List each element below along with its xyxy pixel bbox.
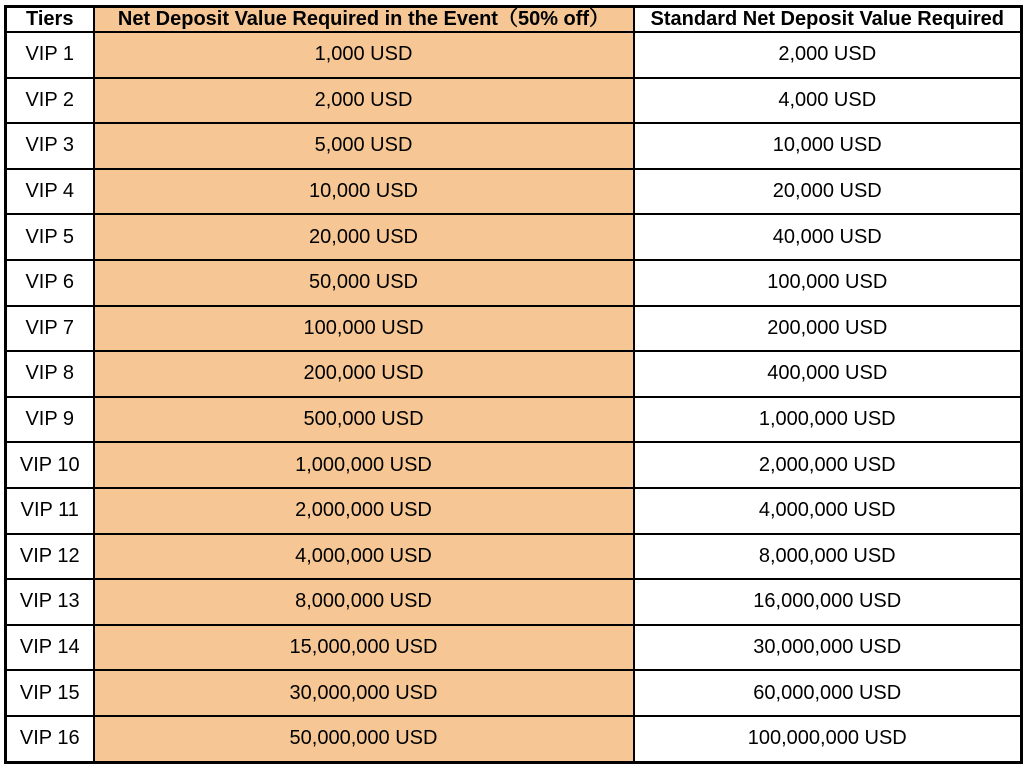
table-row (6, 670, 1022, 716)
event-value-cell: 50,000 USD (94, 260, 634, 306)
standard-value-cell: 20,000 USD (634, 169, 1022, 215)
event-value-cell: 500,000 USD (94, 397, 634, 443)
tier-cell: VIP 8 (6, 351, 94, 397)
event-value-cell: 20,000 USD (94, 214, 634, 260)
table-row (6, 306, 1022, 352)
standard-value-cell: 8,000,000 USD (634, 534, 1022, 580)
standard-value-cell: 100,000,000 USD (634, 716, 1022, 763)
column-header-standard-value: Standard Net Deposit Value Required (634, 7, 1022, 33)
tier-cell: VIP 9 (6, 397, 94, 443)
tier-cell: VIP 16 (6, 716, 94, 763)
event-value-cell: 1,000,000 USD (94, 442, 634, 488)
tier-cell: VIP 6 (6, 260, 94, 306)
event-value-cell: 8,000,000 USD (94, 579, 634, 625)
event-value-cell: 50,000,000 USD (94, 716, 634, 763)
table-row (6, 442, 1022, 488)
standard-value-cell: 10,000 USD (634, 123, 1022, 169)
standard-value-cell: 30,000,000 USD (634, 625, 1022, 671)
table-row (6, 351, 1022, 397)
standard-value-cell: 60,000,000 USD (634, 670, 1022, 716)
table-row (6, 397, 1022, 443)
tier-cell: VIP 2 (6, 78, 94, 124)
tier-cell: VIP 15 (6, 670, 94, 716)
event-value-cell: 10,000 USD (94, 169, 634, 215)
event-value-cell: 2,000 USD (94, 78, 634, 124)
event-value-cell: 4,000,000 USD (94, 534, 634, 580)
standard-value-cell: 2,000,000 USD (634, 442, 1022, 488)
table-row (6, 214, 1022, 260)
event-value-cell: 1,000 USD (94, 32, 634, 78)
standard-value-cell: 400,000 USD (634, 351, 1022, 397)
standard-value-cell: 2,000 USD (634, 32, 1022, 78)
table-row (6, 32, 1022, 78)
table-row (6, 579, 1022, 625)
tier-cell: VIP 4 (6, 169, 94, 215)
column-header-event-value: Net Deposit Value Required in the Event（50% off） (94, 7, 634, 33)
standard-value-cell: 200,000 USD (634, 306, 1022, 352)
table-header-row (6, 7, 1022, 33)
event-value-cell: 200,000 USD (94, 351, 634, 397)
table-row (6, 169, 1022, 215)
tier-cell: VIP 3 (6, 123, 94, 169)
tier-cell: VIP 12 (6, 534, 94, 580)
standard-value-cell: 1,000,000 USD (634, 397, 1022, 443)
standard-value-cell: 4,000,000 USD (634, 488, 1022, 534)
tier-cell: VIP 7 (6, 306, 94, 352)
vip-tiers-table (4, 5, 1023, 764)
table-row (6, 488, 1022, 534)
standard-value-cell: 100,000 USD (634, 260, 1022, 306)
event-value-cell: 15,000,000 USD (94, 625, 634, 671)
tier-cell: VIP 11 (6, 488, 94, 534)
tier-cell: VIP 14 (6, 625, 94, 671)
tier-cell: VIP 1 (6, 32, 94, 78)
table-row (6, 78, 1022, 124)
table-row (6, 123, 1022, 169)
tier-cell: VIP 13 (6, 579, 94, 625)
tier-cell: VIP 10 (6, 442, 94, 488)
standard-value-cell: 40,000 USD (634, 214, 1022, 260)
table-row (6, 716, 1022, 763)
table-row (6, 534, 1022, 580)
event-value-cell: 100,000 USD (94, 306, 634, 352)
column-header-tiers: Tiers (6, 7, 94, 33)
event-value-cell: 2,000,000 USD (94, 488, 634, 534)
standard-value-cell: 4,000 USD (634, 78, 1022, 124)
table-row (6, 260, 1022, 306)
standard-value-cell: 16,000,000 USD (634, 579, 1022, 625)
event-value-cell: 30,000,000 USD (94, 670, 634, 716)
tier-cell: VIP 5 (6, 214, 94, 260)
event-value-cell: 5,000 USD (94, 123, 634, 169)
table-row (6, 625, 1022, 671)
